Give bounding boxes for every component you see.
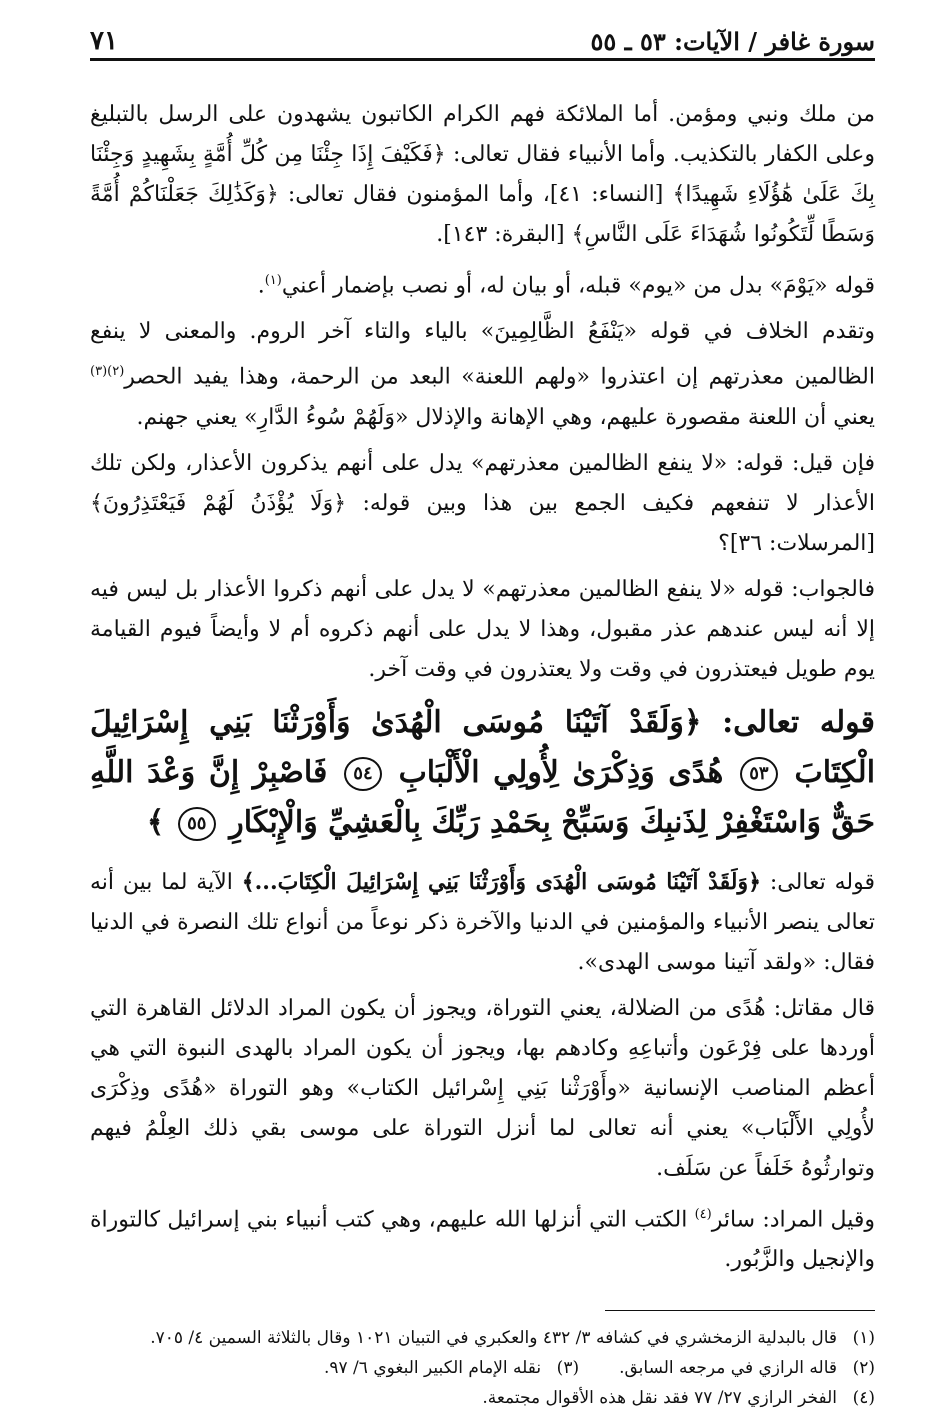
footnote-4 [90,1383,875,1413]
quran-lead: قوله تعالى: [701,704,875,740]
footnote-ref-1[interactable]: (١) [264,273,282,288]
commentary-lead: قوله تعالى: [760,869,875,895]
paragraph-witnesses: من ملك ونبي ومؤمن. أما الملائكة فهم الكرام الكاتبون يشهدون على الرسل بالتبليغ وعلى الكفار بالتكذيب. وأما الأنبياء فقال تعالى: ﴿فَكَيْفَ إِذَا جِئْنَا مِن كُلِّ أُمَّةٍ بِشَهِيدٍ وَجِئْنَا بِكَ عَلَىٰ هَٰؤُلَاءِ شَهِيدًا﴾ [النساء: ٤١]، وأما المؤمنون فقال تعالى: ﴿وَكَذَٰلِكَ جَعَلْنَاكُمْ أُمَّةً وَسَطًا لِّتَكُونُوا شُهَدَاءَ عَلَى النَّاسِ﴾ [البقرة: ١٤٣]. [90,102,875,247]
footnote-3-text: نقله الإمام الكبير البغوي ٦/ ٩٧. [323,1357,542,1378]
commentary-quote: ﴿وَلَقَدْ آتَيْنَا مُوسَى الْهُدَى وَأَوْرَثْنَا بَنِي إِسْرَائِيلَ الْكِتَابَ...﴾ [241,868,761,895]
quran-verse-53: ﴿وَلَقَدْ آتَيْنَا مُوسَى الْهُدَىٰ وَأَوْرَثْنَا بَنِي إِسْرَائِيلَ الْكِتَابَ [90,704,876,790]
commentary-rest: الآية لما بين أنه تعالى ينصر الأنبياء والمؤمنين في الدنيا والآخرة ذكر نوعاً من أنواع تلك النصرة في الدنيا فقال: «ولقد آتينا موسى الهدى». [90,869,875,975]
book-page [90,22,875,1413]
paragraph-yawm-text: قوله «يَوْمَ» بدل من «يوم» قبله، أو بيان له، أو نصب بإضمار أعني [281,273,875,299]
footnote-1-number: (١) [852,1327,875,1348]
footnote-4-number: (٤) [852,1387,875,1408]
ayah-number-mark-54: ٥٤ [344,757,382,791]
ayah-number-mark-53: ٥٣ [740,757,778,791]
quran-verse-55: فَاصْبِرْ إِنَّ وَعْدَ اللَّهِ حَقٌّ وَاسْتَغْفِرْ لِذَنبِكَ وَسَبِّحْ بِحَمْدِ رَبِّكَ بِالْعَشِيِّ وَالْإِبْكَارِ [90,754,875,840]
quran-close-bracket: ﴾ [146,804,165,840]
paragraph-yawm-end: . [257,273,265,299]
footnote-2-number: (٢) [852,1357,875,1378]
footnote-2-text: قاله الرازي في مرجعه السابق. [619,1357,837,1378]
footnote-divider [605,1310,875,1311]
footnote-2-3 [90,1353,875,1383]
paragraph-question: فإن قيل: قوله: «لا ينفع الظالمين معذرتهم» يدل على أنهم يذكرون الأعذار، ولكن تلك الأعذار لا تنفعهم فكيف الجمع بين هذا وبين قوله: ﴿وَلَا يُؤْذَنُ لَهُمْ فَيَعْتَذِرُونَ﴾ [المرسلات: ٣٦]؟ [90,450,876,556]
paragraph-yawm [90,261,875,306]
paragraph-other-books-end: الكتب التي أنزلها الله عليهم، وهي كتب أنبياء بني إسرائيل كالتوراة والإنجيل والزَّبُور. [90,1206,875,1272]
quran-verses-block [90,698,875,848]
footnote-ref-4[interactable]: (٤) [694,1206,712,1222]
paragraph-commentary-53 [90,862,875,983]
footnote-3 [324,1353,579,1383]
paragraph-khilaf-end: يعني أن اللعنة مقصورة عليهم، وهي الإهانة والإذلال «وَلَهُمْ سُوءُ الدَّارِ» يعني جهنم. [136,404,875,430]
footnote-3-number: (٣) [556,1357,580,1378]
paragraph-answer: فالجواب: قوله «لا ينفع الظالمين معذرتهم» لا يدل على أنهم ذكروا الأعذار بل ليس فيه إلا أنه ليس عندهم عذر مقبول، وهذا لا يدل على أنهم ذكروه أم لا وأيضاً فيوم القيامة يوم طويل فيعتذرون في وقت ولا يعتذرون في وقت آخر. [90,576,875,682]
footnote-1-text: قال بالبدلية الزمخشري في كشافه ٣/ ٤٣٢ والعكبري في التبيان ١٠٢١ وقال بالثلاثة السمين ٤/ ٧٠٥. [150,1327,837,1348]
paragraph-khilaf-text: وتقدم الخلاف في قوله «يَنْفَعُ الظَّالِمِينَ» بالياء والتاء آخر الروم. والمعنى لا ينفع الظالمين معذرتهم إن اعتذروا «ولهم اللعنة» البعد من الرحمة، وهذا يفيد الحصر [90,319,875,390]
footnote-1 [90,1323,875,1353]
page-number: ٧١ [90,26,118,56]
footnote-4-text: الفخر الرازي ٢٧/ ٧٧ فقد نقل هذه الأقوال مجتمعة. [482,1387,837,1408]
quran-verse-54: هُدًى وَذِكْرَىٰ لِأُولِي الْأَلْبَابِ [398,754,724,790]
page-header [90,22,875,61]
paragraph-other-books-text: وقيل المراد: سائر [711,1206,875,1232]
surah-title: سورة غافر / الآيات: ٥٣ ـ ٥٥ [590,27,875,56]
paragraph-other-books [90,1195,875,1280]
paragraph-khilaf [90,312,875,437]
footnote-ref-2-3[interactable]: (٢)(٣) [90,364,125,380]
paragraph-muqatil: قال مقاتل: هُدًى من الضلالة، يعني التوراة، ويجوز أن يكون المراد الدلائل القاهرة التي أوردها على فِرْعَون وأتباعِهِ وكادهم بها، ويجوز أن يكون المراد بالهدى النبوة التي هي أعظم المناصب الإنسانية «وأَوْرَثْنا بَنِي إِسْرائيل الكتاب» وهو التوراة «هُدًى وذِكْرَى لأُولِي الأَلْبَاب» يعني أنه تعالى لما أنزل التوراة على موسى بقي ذلك العِلْمُ فيهم وتوارثُوهُ خَلَفاً عن سَلَف. [90,995,875,1181]
ayah-number-mark-55: ٥٥ [178,807,216,841]
